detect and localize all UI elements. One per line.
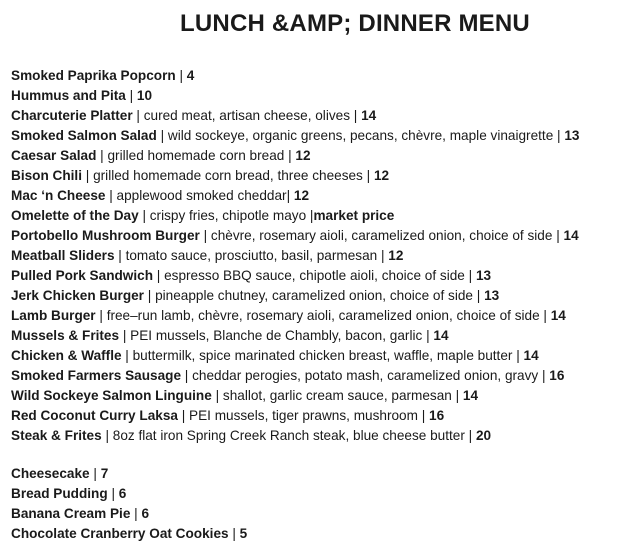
menu-item — [11, 166, 633, 186]
mains-section — [11, 66, 633, 446]
item-price: 14 — [462, 388, 479, 403]
item-name: Red Coconut Curry Laksa — [11, 408, 178, 423]
item-price: 20 — [475, 428, 492, 443]
price-separator: | — [451, 388, 463, 403]
item-description: | free–run lamb, chèvre, rosemary aioli, caramelized onion, choice of side — [95, 308, 540, 323]
menu-item — [11, 406, 633, 426]
item-name: Wild Sockeye Salmon Linguine — [11, 388, 212, 403]
menu-list — [11, 66, 633, 544]
item-name: Bread Pudding — [11, 486, 108, 501]
item-name: Steak & Frites — [11, 428, 102, 443]
price-separator: | — [464, 268, 476, 283]
item-description: | espresso BBQ sauce, chipotle aioli, choice of side — [153, 268, 465, 283]
item-price: 14 — [523, 348, 539, 363]
item-name: Banana Cream Pie — [11, 506, 131, 521]
item-description: | buttermilk, spice marinated chicken breast, waffle, maple butter — [121, 348, 513, 363]
price-separator: | — [377, 248, 389, 263]
item-description: | crispy fries, chipotle mayo — [138, 208, 307, 223]
item-price: 14 — [563, 228, 579, 243]
price-separator: | — [512, 348, 524, 363]
item-price: 13 — [564, 128, 580, 143]
item-name: Smoked Farmers Sausage — [11, 368, 182, 383]
price-separator: | — [107, 486, 119, 501]
menu-item — [11, 504, 633, 524]
price-separator: | — [464, 428, 476, 443]
item-name: Chicken & Waffle — [11, 348, 122, 363]
item-name: Omelette of the Day — [11, 208, 139, 223]
item-name: Chocolate Cranberry Oat Cookies — [11, 526, 229, 541]
item-description: | 8oz flat iron Spring Creek Ranch steak, blue cheese butter — [101, 428, 465, 443]
item-name: Caesar Salad — [11, 148, 97, 163]
item-price: 6 — [118, 486, 127, 501]
item-description: | grilled homemade corn bread, three cheeses — [82, 168, 363, 183]
menu-item — [11, 286, 633, 306]
item-price: 14 — [361, 108, 377, 123]
item-price: 12 — [388, 248, 404, 263]
menu-item — [11, 266, 633, 286]
menu-item — [11, 464, 633, 484]
item-name: Jerk Chicken Burger — [11, 288, 144, 303]
price-separator: | — [125, 88, 137, 103]
menu-item — [11, 86, 633, 106]
menu-item — [11, 206, 633, 226]
item-description: | PEI mussels, Blanche de Chambly, bacon, garlic — [119, 328, 423, 343]
price-separator: | — [286, 188, 294, 203]
item-description: | grilled homemade corn bread — [96, 148, 285, 163]
item-description: | PEI mussels, tiger prawns, mushroom — [177, 408, 418, 423]
item-name: Meatball Sliders — [11, 248, 115, 263]
menu-item — [11, 484, 633, 504]
menu-item — [11, 126, 633, 146]
page-title: LUNCH &AMP; DINNER MENU — [180, 10, 530, 37]
item-name: Mussels & Frites — [11, 328, 120, 343]
menu-item — [11, 226, 633, 246]
item-price: 16 — [429, 408, 445, 423]
item-description: | wild sockeye, organic greens, pecans, chèvre, maple vinaigrette — [156, 128, 554, 143]
menu-item — [11, 106, 633, 126]
price-separator: | — [175, 68, 187, 83]
menu-item — [11, 326, 633, 346]
item-description: | shallot, garlic cream sauce, parmesan — [211, 388, 452, 403]
item-name: Bison Chili — [11, 168, 82, 183]
item-price: 12 — [373, 168, 390, 183]
item-price: market price — [313, 208, 395, 223]
price-separator: | — [89, 466, 101, 481]
item-name: Pulled Pork Sandwich — [11, 268, 154, 283]
item-name: Charcuterie Platter — [11, 108, 133, 123]
item-price: 12 — [293, 188, 310, 203]
item-description: | tomato sauce, prosciutto, basil, parmesan — [114, 248, 378, 263]
item-name: Portobello Mushroom Burger — [11, 228, 200, 243]
menu-item — [11, 366, 633, 386]
item-description: | applewood smoked cheddar — [105, 188, 287, 203]
price-separator: | — [362, 168, 374, 183]
price-separator: | — [539, 308, 551, 323]
item-name: Smoked Salmon Salad — [11, 128, 157, 143]
price-separator: | — [130, 506, 142, 521]
price-separator: | — [553, 128, 565, 143]
price-separator: | — [284, 148, 296, 163]
price-separator: | — [538, 368, 550, 383]
item-name: Lamb Burger — [11, 308, 96, 323]
menu-item — [11, 426, 633, 446]
menu-item — [11, 386, 633, 406]
item-price: 14 — [550, 308, 566, 323]
item-name: Cheesecake — [11, 466, 90, 481]
item-description: | cheddar perogies, potato mash, caramelized onion, gravy — [181, 368, 539, 383]
menu-item — [11, 146, 633, 166]
menu-item — [11, 66, 633, 86]
item-description: | chèvre, rosemary aioli, caramelized onion, choice of side — [199, 228, 553, 243]
item-name: Smoked Paprika Popcorn — [11, 68, 176, 83]
item-description: | cured meat, artisan cheese, olives — [132, 108, 351, 123]
price-separator: | — [306, 208, 314, 223]
price-separator: | — [417, 408, 430, 423]
price-separator: | — [552, 228, 564, 243]
menu-item — [11, 346, 633, 366]
item-name: Mac ‘n Cheese — [11, 188, 106, 203]
item-price: 10 — [136, 88, 153, 103]
item-price: 12 — [295, 148, 311, 163]
item-price: 16 — [549, 368, 565, 383]
price-separator: | — [422, 328, 434, 343]
item-price: 4 — [186, 68, 195, 83]
item-price: 7 — [100, 466, 109, 481]
price-separator: | — [350, 108, 362, 123]
item-price: 6 — [141, 506, 150, 521]
item-price: 13 — [484, 288, 500, 303]
menu-item — [11, 186, 633, 206]
item-description: | pineapple chutney, caramelized onion, choice of side — [143, 288, 473, 303]
item-name: Hummus and Pita — [11, 88, 126, 103]
item-price: 14 — [433, 328, 449, 343]
menu-item — [11, 246, 633, 266]
desserts-section — [11, 464, 633, 544]
item-price: 5 — [239, 526, 248, 541]
item-price: 13 — [475, 268, 492, 283]
price-separator: | — [472, 288, 485, 303]
section-divider — [11, 446, 633, 464]
menu-item — [11, 306, 633, 326]
price-separator: | — [228, 526, 240, 541]
menu-item — [11, 524, 633, 544]
